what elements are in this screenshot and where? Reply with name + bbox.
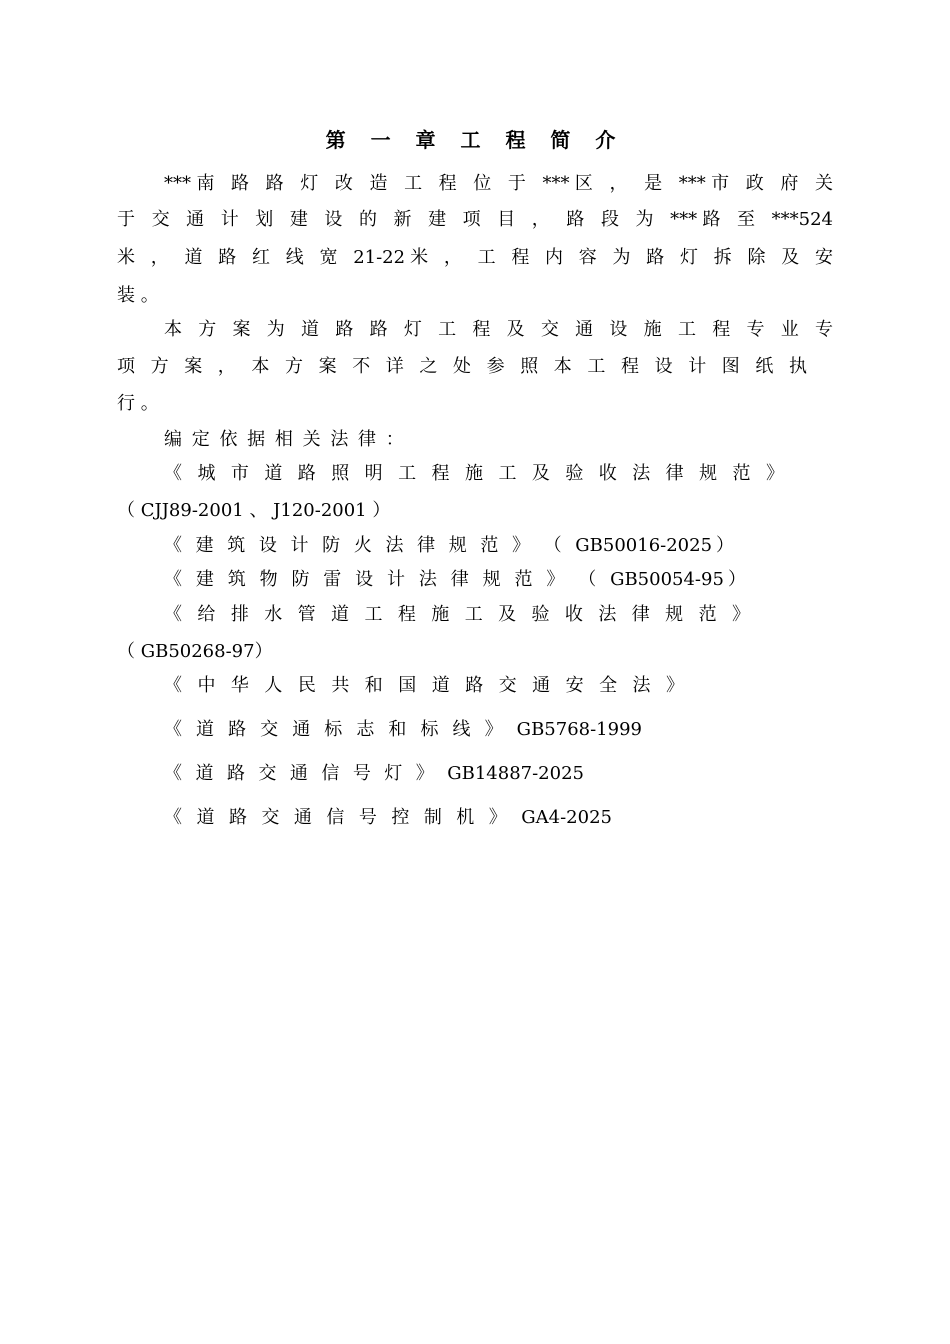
paragraph-line: ***南 路 路 灯 改 造 工 程 位 于 ***区 ， 是 ***市 政 府 关: [164, 173, 833, 194]
reference-code: （ CJJ89-2001 、 J120-2001 ）: [117, 500, 391, 521]
reference-item: 《 建 筑 物 防 雷 设 计 法 律 规 范 》 （ GB50054-95）: [164, 569, 746, 590]
paragraph-line: 本 方 案 为 道 路 路 灯 工 程 及 交 通 设 施 工 程 专 业 专: [164, 319, 833, 340]
reference-item: 《 城 市 道 路 照 明 工 程 施 工 及 验 收 法 律 规 范 》: [164, 463, 784, 484]
reference-item: 《 给 排 水 管 道 工 程 施 工 及 验 收 法 律 规 范 》: [164, 604, 750, 625]
basis-heading: 编 定 依 据 相 关 法 律 ：: [164, 429, 406, 450]
reference-item: 《 道 路 交 通 标 志 和 标 线 》 GB5768-1999: [164, 719, 642, 740]
paragraph-line: 米 ， 道 路 红 线 宽 21-22米 ， 工 程 内 容 为 路 灯 拆 除 及 安: [117, 247, 833, 268]
reference-item: 《 道 路 交 通 信 号 控 制 机 》 GA4-2025: [164, 807, 612, 828]
paragraph-line: 于 交 通 计 划 建 设 的 新 建 项 目 ， 路 段 为 ***路 至 ***524: [117, 209, 833, 230]
paragraph-line: 项 方 案 ， 本 方 案 不 详 之 处 参 照 本 工 程 设 计 图 纸 执: [117, 356, 807, 377]
reference-item: 《 中 华 人 民 共 和 国 道 路 交 通 安 全 法 》: [164, 675, 684, 696]
reference-code: （ GB50268-97）: [117, 641, 273, 662]
paragraph-line: 装 。: [117, 285, 159, 306]
chapter-title: 第 一 章 工 程 简 介: [325, 128, 625, 152]
reference-item: 《 建 筑 设 计 防 火 法 律 规 范 》 （ GB50016-2025）: [164, 535, 734, 556]
reference-item: 《 道 路 交 通 信 号 灯 》 GB14887-2025: [164, 763, 584, 784]
paragraph-line: 行 。: [117, 393, 159, 414]
